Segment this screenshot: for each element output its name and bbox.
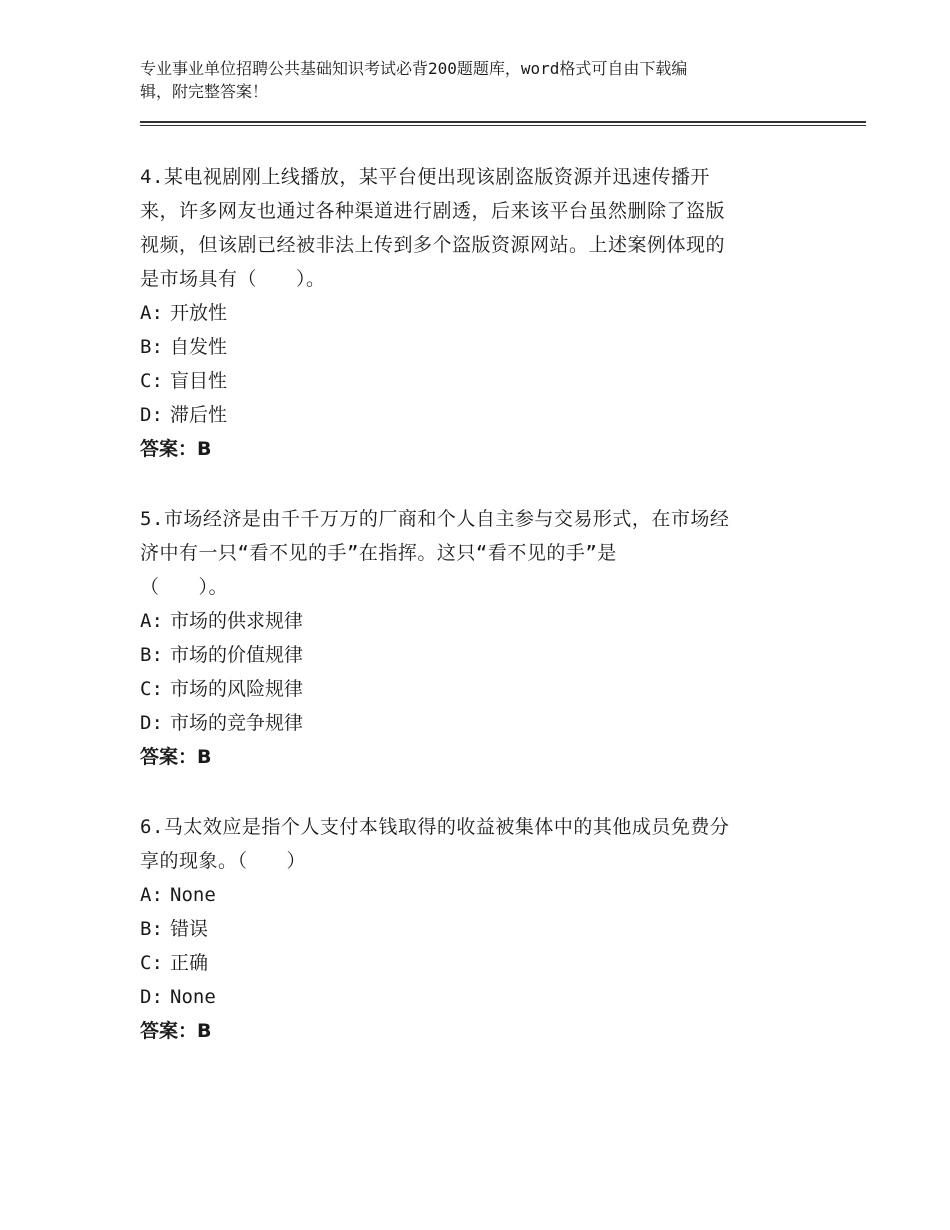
option-letter: D: (140, 404, 163, 426)
question-stem-line: 视频，但该剧已经被非法上传到多个盗版资源网站。上述案例体现的 (140, 234, 726, 256)
option-letter: B: (140, 644, 163, 666)
question-stem-line: 4.某电视剧刚上线播放，某平台便出现该剧盗版资源并迅速传播开 (140, 166, 710, 188)
question-stem-line: 6.马太效应是指个人支付本钱取得的收益被集体中的其他成员免费分 (140, 816, 730, 838)
answer-line: 答案：B (140, 746, 212, 768)
option-b (140, 638, 800, 672)
header-line-2: 辑，附完整答案！ (140, 82, 269, 101)
question-stem-line: 来，许多网友也通过各种渠道进行剧透，后来该平台虽然删除了盗版 (140, 200, 726, 222)
answer-line: 答案：B (140, 1020, 212, 1042)
question-stem-line: 5.市场经济是由千千万万的厂商和个人自主参与交易形式，在市场经 (140, 508, 730, 530)
question-6 (140, 810, 800, 1048)
option-a (140, 878, 800, 912)
page-header (140, 57, 800, 103)
option-text: None (170, 884, 216, 906)
option-c (140, 672, 800, 706)
option-a (140, 604, 800, 638)
option-text: 市场的风险规律 (170, 678, 304, 700)
option-text: 市场的竞争规律 (170, 712, 304, 734)
option-b (140, 330, 800, 364)
question-stem-line: （ ）。 (140, 576, 229, 598)
header-line-1: 专业事业单位招聘公共基础知识考试必背200题题库，word格式可自由下载编 (140, 59, 688, 78)
option-c (140, 364, 800, 398)
option-text: None (170, 986, 216, 1008)
option-text: 盲目性 (170, 370, 228, 392)
header-divider-thick (140, 121, 866, 123)
question-stem-line: 济中有一只“看不见的手”在指挥。这只“看不见的手”是 (140, 542, 617, 564)
header-divider-thin (140, 125, 866, 126)
option-letter: A: (140, 884, 163, 906)
option-letter: D: (140, 712, 163, 734)
option-d (140, 398, 800, 432)
option-letter: B: (140, 336, 163, 358)
question-5 (140, 502, 800, 774)
option-text: 市场的价值规律 (170, 644, 304, 666)
option-d (140, 706, 800, 740)
question-stem-line: 享的现象。（ ） (140, 850, 307, 872)
option-c (140, 946, 800, 980)
option-text: 正确 (170, 952, 209, 974)
option-a (140, 296, 800, 330)
answer-line: 答案：B (140, 438, 212, 460)
option-text: 自发性 (170, 336, 228, 358)
option-b (140, 912, 800, 946)
option-d (140, 980, 800, 1014)
option-letter: C: (140, 370, 163, 392)
question-4 (140, 160, 800, 466)
option-text: 市场的供求规律 (170, 610, 304, 632)
option-letter: C: (140, 952, 163, 974)
option-text: 开放性 (170, 302, 228, 324)
option-letter: A: (140, 610, 163, 632)
option-text: 滞后性 (170, 404, 228, 426)
question-stem-line: 是市场具有（ ）。 (140, 268, 326, 290)
option-text: 错误 (170, 918, 209, 940)
option-letter: C: (140, 678, 163, 700)
option-letter: D: (140, 986, 163, 1008)
option-letter: B: (140, 918, 163, 940)
option-letter: A: (140, 302, 163, 324)
